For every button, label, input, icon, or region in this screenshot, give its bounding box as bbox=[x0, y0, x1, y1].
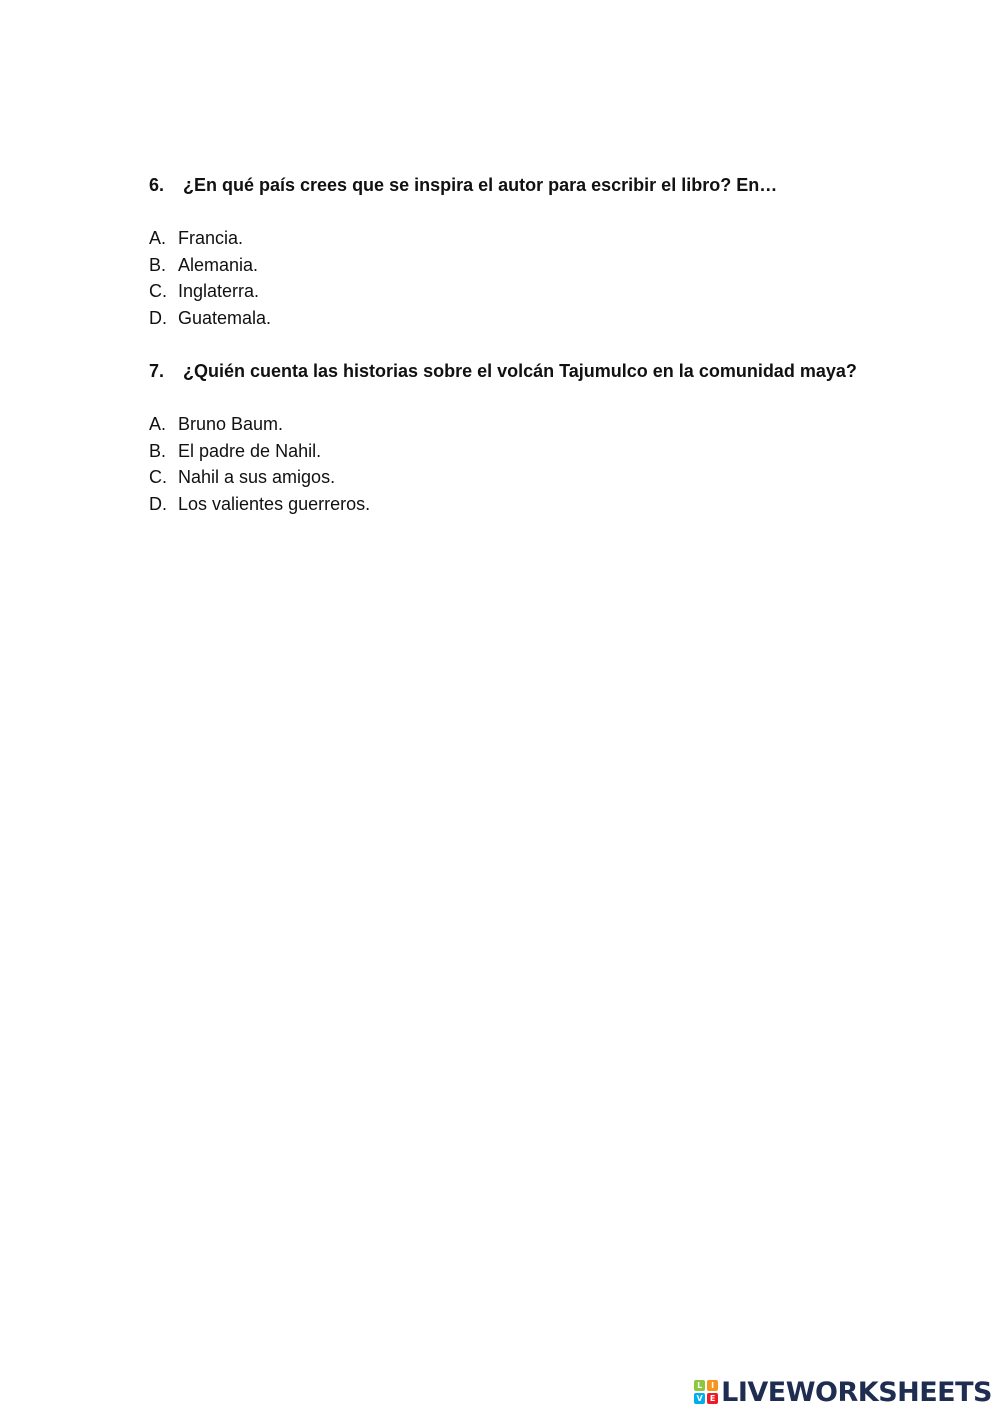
option-text: Los valientes guerreros. bbox=[178, 494, 371, 515]
question-7-options bbox=[149, 411, 370, 518]
question-number: 7. bbox=[149, 361, 165, 381]
option-letter: C. bbox=[149, 467, 167, 488]
option-b[interactable] bbox=[149, 252, 271, 279]
option-d[interactable] bbox=[149, 491, 370, 518]
option-letter: C. bbox=[149, 281, 167, 302]
option-d[interactable] bbox=[149, 305, 271, 332]
question-text: ¿Quién cuenta las historias sobre el volcán Tajumulco en la comunidad maya? bbox=[183, 361, 857, 381]
option-letter: A. bbox=[149, 414, 167, 434]
watermark-text: LIVEWORKSHEETS bbox=[721, 1376, 992, 1408]
question-6-prompt bbox=[149, 173, 777, 197]
option-text: Francia. bbox=[178, 228, 244, 248]
question-7-prompt bbox=[149, 359, 857, 383]
option-c[interactable] bbox=[149, 464, 370, 491]
option-letter: B. bbox=[149, 254, 167, 275]
option-letter: B. bbox=[149, 440, 167, 461]
option-text: Inglaterra. bbox=[178, 281, 260, 302]
option-text: Nahil a sus amigos. bbox=[178, 467, 336, 488]
question-text: ¿En qué país crees que se inspira el autor para escribir el libro? En… bbox=[183, 175, 778, 195]
logo-tile: L bbox=[694, 1380, 705, 1391]
option-b[interactable] bbox=[149, 438, 370, 465]
option-text: El padre de Nahil. bbox=[178, 440, 322, 461]
question-6-options bbox=[149, 225, 271, 332]
logo-tile: E bbox=[707, 1393, 718, 1404]
logo-tile: I bbox=[707, 1380, 718, 1391]
option-text: Guatemala. bbox=[178, 308, 272, 329]
option-text: Alemania. bbox=[178, 254, 259, 275]
option-letter: A. bbox=[149, 228, 167, 248]
question-number: 6. bbox=[149, 175, 165, 195]
option-letter: D. bbox=[149, 308, 167, 329]
liveworksheets-logo-icon bbox=[694, 1380, 718, 1404]
option-c[interactable] bbox=[149, 278, 271, 305]
logo-tile: V bbox=[694, 1393, 705, 1404]
option-text: Bruno Baum. bbox=[178, 414, 284, 434]
liveworksheets-watermark bbox=[694, 1375, 992, 1409]
option-letter: D. bbox=[149, 494, 167, 515]
option-a[interactable] bbox=[149, 411, 370, 438]
option-a[interactable] bbox=[149, 225, 271, 252]
